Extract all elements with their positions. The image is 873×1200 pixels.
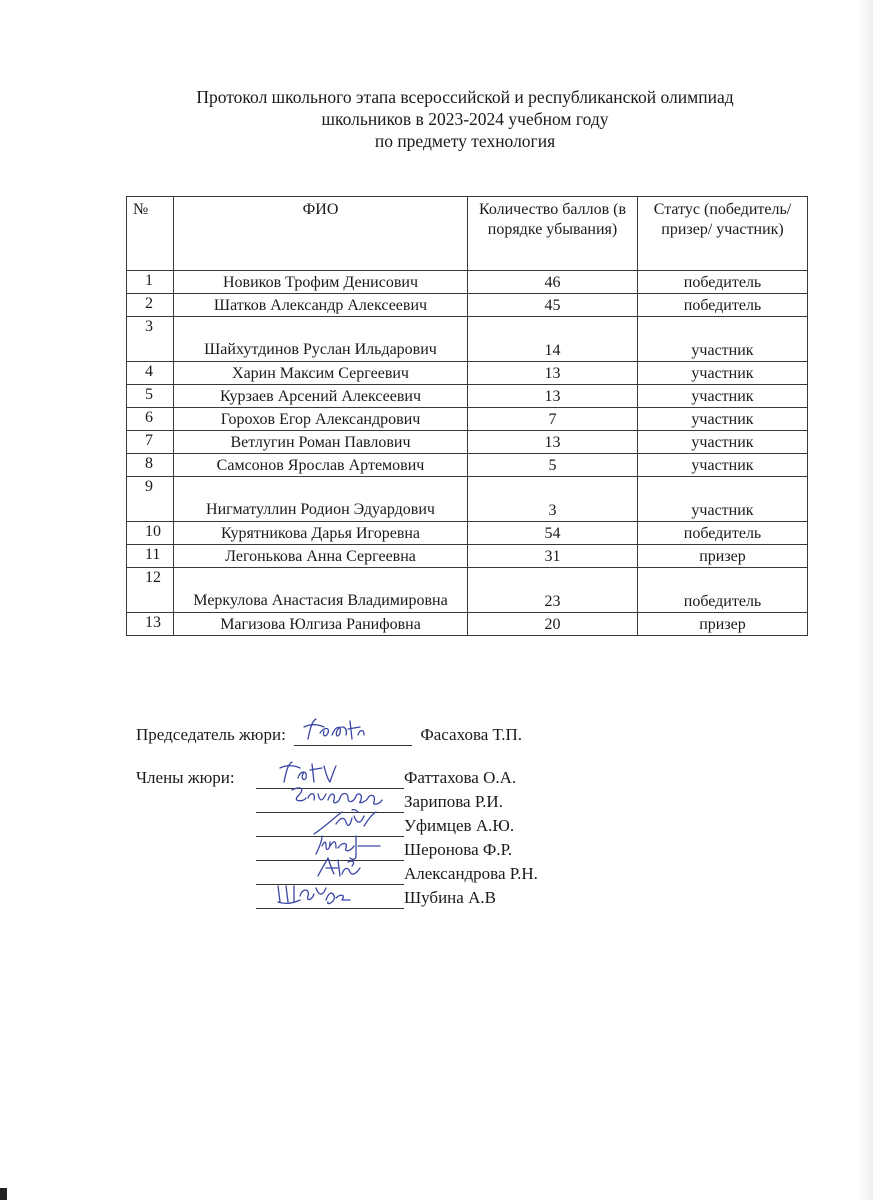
table-row <box>127 294 808 317</box>
table-row <box>127 317 808 362</box>
row-score: 20 <box>468 613 638 636</box>
row-name: Легонькова Анна Сергеевна <box>174 545 468 568</box>
row-score: 23 <box>468 568 638 613</box>
member-name: Фаттахова О.А. <box>404 768 517 787</box>
row-num: 6 <box>127 408 174 431</box>
row-score: 13 <box>468 362 638 385</box>
table-header-row <box>127 197 808 271</box>
jury-members-label: Члены жюри: <box>136 768 235 787</box>
table-row <box>127 545 808 568</box>
table-row <box>127 408 808 431</box>
row-name: Шатков Александр Алексеевич <box>174 294 468 317</box>
row-score: 46 <box>468 271 638 294</box>
row-name: Магизова Юлгиза Ранифовна <box>174 613 468 636</box>
header-name: ФИО <box>174 197 468 271</box>
row-score: 45 <box>468 294 638 317</box>
jury-chair-name: Фасахова Т.П. <box>420 725 522 744</box>
row-name: Горохов Егор Александрович <box>174 408 468 431</box>
row-num: 10 <box>127 522 174 545</box>
row-num: 1 <box>127 271 174 294</box>
table-row <box>127 454 808 477</box>
table-row <box>127 568 808 613</box>
row-name: Харин Максим Сергеевич <box>174 362 468 385</box>
jury-member-row <box>256 887 496 909</box>
member-name: Шеронова Ф.Р. <box>404 840 513 859</box>
table-row <box>127 385 808 408</box>
document-title <box>100 86 830 152</box>
member-name: Александрова Р.Н. <box>404 864 538 883</box>
row-num: 7 <box>127 431 174 454</box>
member-name: Зарипова Р.И. <box>404 792 503 811</box>
scan-corner-mark <box>0 1188 7 1200</box>
jury-chair-line <box>136 724 522 746</box>
row-num: 13 <box>127 613 174 636</box>
row-status: победитель <box>638 294 808 317</box>
row-status: участник <box>638 477 808 522</box>
row-num: 2 <box>127 294 174 317</box>
row-num: 8 <box>127 454 174 477</box>
row-status: участник <box>638 317 808 362</box>
table-row <box>127 362 808 385</box>
chair-signature-line <box>294 725 412 746</box>
member-name: Шубина А.В <box>404 888 496 907</box>
row-name: Новиков Трофим Денисович <box>174 271 468 294</box>
member-signature-line <box>256 888 404 909</box>
row-status: участник <box>638 385 808 408</box>
row-score: 5 <box>468 454 638 477</box>
row-status: участник <box>638 408 808 431</box>
row-num: 3 <box>127 317 174 362</box>
row-status: победитель <box>638 568 808 613</box>
row-status: победитель <box>638 271 808 294</box>
table-row <box>127 271 808 294</box>
row-status: участник <box>638 362 808 385</box>
row-num: 11 <box>127 545 174 568</box>
table-row <box>127 613 808 636</box>
header-status: Статус (победитель/ призер/ участник) <box>638 197 808 271</box>
row-name: Меркулова Анастасия Владимировна <box>174 568 468 613</box>
table-row <box>127 522 808 545</box>
row-score: 13 <box>468 385 638 408</box>
title-line-1: Протокол школьного этапа всероссийской и республиканской олимпиад <box>196 87 734 107</box>
header-num: № <box>127 197 174 271</box>
row-name: Шайхутдинов Руслан Ильдарович <box>174 317 468 362</box>
row-name: Нигматуллин Родион Эдуардович <box>174 477 468 522</box>
row-num: 12 <box>127 568 174 613</box>
row-score: 7 <box>468 408 638 431</box>
row-name: Ветлугин Роман Павлович <box>174 431 468 454</box>
row-score: 3 <box>468 477 638 522</box>
row-num: 5 <box>127 385 174 408</box>
row-num: 9 <box>127 477 174 522</box>
row-score: 54 <box>468 522 638 545</box>
scan-edge-shadow <box>857 0 873 1200</box>
row-name: Курятникова Дарья Игоревна <box>174 522 468 545</box>
row-name: Самсонов Ярослав Артемович <box>174 454 468 477</box>
title-line-3: по предмету технология <box>374 131 556 151</box>
chair-signature-icon <box>294 713 412 747</box>
member-signature-icon <box>256 876 404 910</box>
jury-chair-label: Председатель жюри: <box>136 725 286 744</box>
row-status: победитель <box>638 522 808 545</box>
header-score: Количество баллов (в порядке убывания) <box>468 197 638 271</box>
row-score: 14 <box>468 317 638 362</box>
row-status: участник <box>638 431 808 454</box>
table-row <box>127 431 808 454</box>
row-name: Курзаев Арсений Алексеевич <box>174 385 468 408</box>
row-status: призер <box>638 545 808 568</box>
row-score: 31 <box>468 545 638 568</box>
table-row <box>127 477 808 522</box>
results-table <box>126 196 808 636</box>
row-status: участник <box>638 454 808 477</box>
row-num: 4 <box>127 362 174 385</box>
member-name: Уфимцев А.Ю. <box>404 816 515 835</box>
row-status: призер <box>638 613 808 636</box>
title-line-2: школьников в 2023-2024 учебном году <box>321 109 609 129</box>
row-score: 13 <box>468 431 638 454</box>
